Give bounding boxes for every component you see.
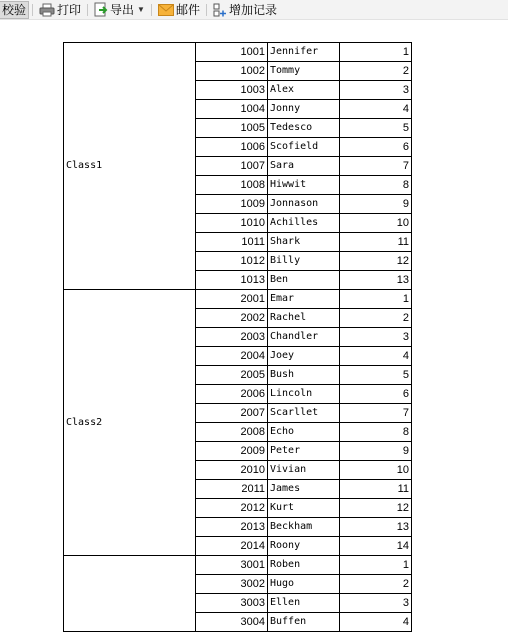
seat-number-cell[interactable]: 3: [340, 594, 412, 613]
student-name-cell[interactable]: Hugo: [268, 575, 340, 594]
add-record-icon: [213, 3, 227, 17]
table-row: [64, 43, 412, 62]
student-id-cell[interactable]: 2011: [196, 480, 268, 499]
class-cell[interactable]: Class1: [64, 43, 196, 290]
seat-number-cell[interactable]: 2: [340, 309, 412, 328]
seat-number-cell[interactable]: 9: [340, 442, 412, 461]
seat-number-cell[interactable]: 1: [340, 556, 412, 575]
seat-number-cell[interactable]: 8: [340, 423, 412, 442]
student-name-cell[interactable]: Buffen: [268, 613, 340, 632]
student-id-cell[interactable]: 1001: [196, 43, 268, 62]
seat-number-cell[interactable]: 4: [340, 100, 412, 119]
student-id-cell[interactable]: 2007: [196, 404, 268, 423]
seat-number-cell[interactable]: 13: [340, 518, 412, 537]
student-id-cell[interactable]: 2014: [196, 537, 268, 556]
student-id-cell[interactable]: 1002: [196, 62, 268, 81]
seat-number-cell[interactable]: 12: [340, 499, 412, 518]
student-id-cell[interactable]: 2005: [196, 366, 268, 385]
student-name-cell[interactable]: Beckham: [268, 518, 340, 537]
seat-number-cell[interactable]: 5: [340, 366, 412, 385]
student-name-cell[interactable]: Scofield: [268, 138, 340, 157]
student-id-cell[interactable]: 1010: [196, 214, 268, 233]
student-name-cell[interactable]: Tedesco: [268, 119, 340, 138]
student-id-cell[interactable]: 2010: [196, 461, 268, 480]
student-name-cell[interactable]: Lincoln: [268, 385, 340, 404]
seat-number-cell[interactable]: 2: [340, 575, 412, 594]
student-name-cell[interactable]: Shark: [268, 233, 340, 252]
student-id-cell[interactable]: 1003: [196, 81, 268, 100]
export-label: 导出: [110, 3, 135, 17]
seat-number-cell[interactable]: 7: [340, 404, 412, 423]
student-name-cell[interactable]: Hiwwit: [268, 176, 340, 195]
student-id-cell[interactable]: 1011: [196, 233, 268, 252]
toolbar-separator: [87, 4, 88, 16]
seat-number-cell[interactable]: 13: [340, 271, 412, 290]
add-record-button[interactable]: [210, 1, 280, 19]
student-name-cell[interactable]: Ben: [268, 271, 340, 290]
toolbar-separator: [32, 4, 33, 16]
report-table: [63, 42, 412, 632]
student-id-cell[interactable]: 2002: [196, 309, 268, 328]
seat-number-cell[interactable]: 7: [340, 157, 412, 176]
student-id-cell[interactable]: 2013: [196, 518, 268, 537]
student-name-cell[interactable]: Vivian: [268, 461, 340, 480]
toolbar-separator: [151, 4, 152, 16]
student-name-cell[interactable]: Jennifer: [268, 43, 340, 62]
seat-number-cell[interactable]: 1: [340, 43, 412, 62]
student-name-cell[interactable]: Scarllet: [268, 404, 340, 423]
student-id-cell[interactable]: 1004: [196, 100, 268, 119]
print-button[interactable]: [36, 1, 84, 19]
seat-number-cell[interactable]: 5: [340, 119, 412, 138]
export-button[interactable]: [91, 1, 148, 19]
student-name-cell[interactable]: Billy: [268, 252, 340, 271]
add-record-label: 增加记录: [228, 3, 277, 17]
student-id-cell[interactable]: 2008: [196, 423, 268, 442]
student-name-cell[interactable]: Alex: [268, 81, 340, 100]
seat-number-cell[interactable]: 14: [340, 537, 412, 556]
student-name-cell[interactable]: Sara: [268, 157, 340, 176]
seat-number-cell[interactable]: 11: [340, 480, 412, 499]
report-toolbar: [0, 0, 508, 20]
student-name-cell[interactable]: Rachel: [268, 309, 340, 328]
student-name-cell[interactable]: James: [268, 480, 340, 499]
student-name-cell[interactable]: Achilles: [268, 214, 340, 233]
seat-number-cell[interactable]: 11: [340, 233, 412, 252]
seat-number-cell[interactable]: 4: [340, 347, 412, 366]
student-id-cell[interactable]: 1008: [196, 176, 268, 195]
student-name-cell[interactable]: Roony: [268, 537, 340, 556]
student-id-cell[interactable]: 2009: [196, 442, 268, 461]
seat-number-cell[interactable]: 9: [340, 195, 412, 214]
verify-button[interactable]: [0, 1, 29, 19]
student-id-cell[interactable]: 3002: [196, 575, 268, 594]
chevron-down-icon[interactable]: ▼: [137, 5, 145, 14]
mail-label: 邮件: [175, 3, 200, 17]
seat-number-cell[interactable]: 1: [340, 290, 412, 309]
student-name-cell[interactable]: Emar: [268, 290, 340, 309]
seat-number-cell[interactable]: 3: [340, 328, 412, 347]
student-name-cell[interactable]: Bush: [268, 366, 340, 385]
student-id-cell[interactable]: 2004: [196, 347, 268, 366]
print-label: 打印: [57, 3, 82, 17]
student-name-cell[interactable]: Chandler: [268, 328, 340, 347]
student-id-cell[interactable]: 3004: [196, 613, 268, 632]
seat-number-cell[interactable]: 6: [340, 138, 412, 157]
student-id-cell[interactable]: 3001: [196, 556, 268, 575]
seat-number-cell[interactable]: 10: [340, 214, 412, 233]
student-name-cell[interactable]: Echo: [268, 423, 340, 442]
student-id-cell[interactable]: 1005: [196, 119, 268, 138]
toolbar-separator: [206, 4, 207, 16]
student-id-cell[interactable]: 3003: [196, 594, 268, 613]
student-id-cell[interactable]: 2012: [196, 499, 268, 518]
student-name-cell[interactable]: Ellen: [268, 594, 340, 613]
seat-number-cell[interactable]: 3: [340, 81, 412, 100]
verify-label: 校验: [2, 3, 27, 17]
table-row: [64, 556, 412, 575]
seat-number-cell[interactable]: 2: [340, 62, 412, 81]
student-id-cell[interactable]: 1012: [196, 252, 268, 271]
student-name-cell[interactable]: Peter: [268, 442, 340, 461]
student-name-cell[interactable]: Jonnason: [268, 195, 340, 214]
student-name-cell[interactable]: Tommy: [268, 62, 340, 81]
seat-number-cell[interactable]: 12: [340, 252, 412, 271]
student-id-cell[interactable]: 1009: [196, 195, 268, 214]
table-row: [64, 290, 412, 309]
student-id-cell[interactable]: 1006: [196, 138, 268, 157]
seat-number-cell[interactable]: 10: [340, 461, 412, 480]
student-id-cell[interactable]: 1013: [196, 271, 268, 290]
student-id-cell[interactable]: 1007: [196, 157, 268, 176]
seat-number-cell[interactable]: 4: [340, 613, 412, 632]
seat-number-cell[interactable]: 8: [340, 176, 412, 195]
student-name-cell[interactable]: Joey: [268, 347, 340, 366]
printer-icon: [39, 3, 55, 17]
export-icon: [94, 2, 108, 17]
class-cell[interactable]: Class2: [64, 290, 196, 556]
student-id-cell[interactable]: 2006: [196, 385, 268, 404]
mail-icon: [158, 4, 174, 16]
seat-number-cell[interactable]: 6: [340, 385, 412, 404]
student-name-cell[interactable]: Jonny: [268, 100, 340, 119]
class-cell[interactable]: [64, 556, 196, 632]
student-id-cell[interactable]: 2001: [196, 290, 268, 309]
student-id-cell[interactable]: 2003: [196, 328, 268, 347]
student-name-cell[interactable]: Kurt: [268, 499, 340, 518]
student-name-cell[interactable]: Roben: [268, 556, 340, 575]
mail-button[interactable]: [155, 1, 203, 19]
